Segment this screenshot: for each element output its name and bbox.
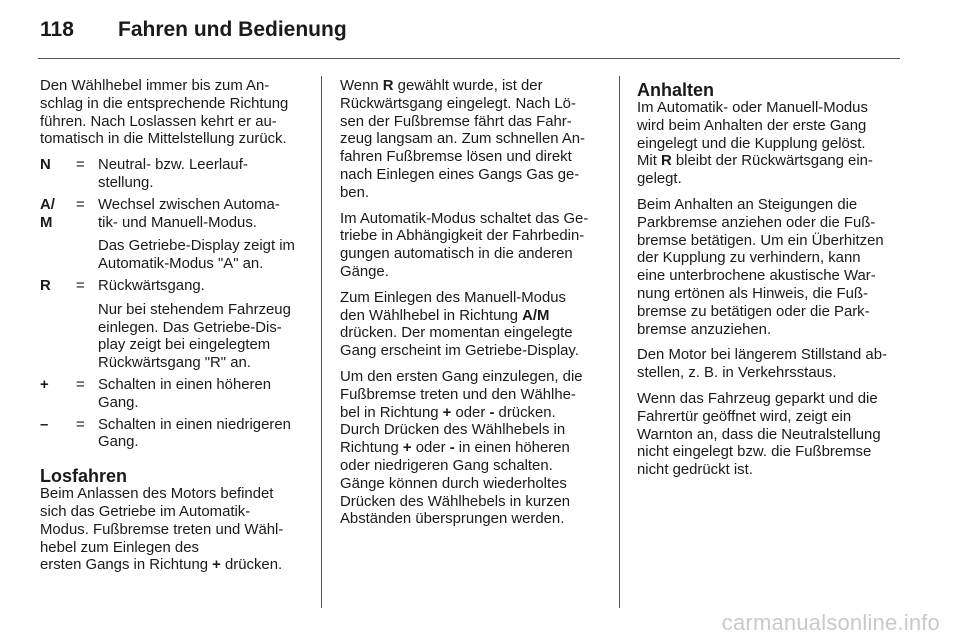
gear-desc: Schalten in einen höheren xyxy=(98,376,272,393)
text-line: Fußbremse treten und den Wählhe- xyxy=(340,386,576,403)
text-line: ben. xyxy=(340,184,369,201)
equals-sign: = xyxy=(76,376,85,393)
text-line: der Kupplung zu verhindern, kann xyxy=(637,250,861,267)
text-line: Zum Einlegen des Manuell-Modus xyxy=(340,289,566,306)
gear-entry-plus xyxy=(40,377,310,413)
text-line: drücken. Der momentan eingelegte xyxy=(340,325,573,342)
intro-paragraph xyxy=(40,78,310,149)
equals-sign: = xyxy=(76,416,85,433)
text-line: fahren Fußbremse lösen und direkt xyxy=(340,149,572,166)
watermark-text: carmanualsonline.info xyxy=(721,610,940,635)
text-line: Den Wählhebel immer bis zum An- xyxy=(40,78,270,94)
automatic-paragraph xyxy=(340,211,606,282)
gear-term-line: M xyxy=(40,214,53,231)
bold-symbol: A/M xyxy=(522,307,550,324)
text-line xyxy=(340,308,606,326)
text-run: in einen höheren xyxy=(454,440,570,457)
text-line: Rückwärtsgang eingelegt. Nach Lö- xyxy=(340,95,576,112)
text-line: führen. Nach Loslassen kehrt er au- xyxy=(40,113,277,130)
gear-entry-r xyxy=(40,278,310,373)
bold-symbol: - xyxy=(489,404,495,421)
text-line: Fahrertür geöffnet wird, zeigt ein xyxy=(637,408,852,425)
text-run: bleibt der Rückwärtsgang ein- xyxy=(671,153,873,170)
text-line: nicht eingelegt bzw. die Fußbremse xyxy=(637,444,872,461)
bold-symbol: + xyxy=(402,440,412,457)
text-run: oder xyxy=(451,404,490,421)
start-paragraph xyxy=(40,486,310,575)
column-divider xyxy=(321,76,322,608)
text-line: gungen automatisch in die anderen xyxy=(340,246,573,263)
equals-sign: = xyxy=(76,196,85,213)
text-line: nung ertönen als Hinweis, die Fuß- xyxy=(637,285,868,302)
text-line: eingelegt und die Kupplung gelöst. xyxy=(637,135,866,152)
text-run: ersten Gangs in Richtung xyxy=(40,557,213,574)
gear-entry-am xyxy=(40,197,310,274)
column-divider xyxy=(619,76,620,608)
text-line: Beim Anhalten an Steigungen die xyxy=(637,196,858,213)
stopping-paragraph xyxy=(637,100,903,189)
equals-sign: = xyxy=(76,277,85,294)
text-line xyxy=(40,557,310,575)
text-line: Warnton an, dass die Neutralstellung xyxy=(637,426,881,443)
gear-term: + xyxy=(40,376,49,393)
gear-note-line: Automatik-Modus "A" an. xyxy=(98,256,264,273)
text-line: Beim Anlassen des Motors befindet xyxy=(40,486,274,503)
text-line: bremse zu betätigen oder die Park- xyxy=(637,303,870,320)
parked-warning-paragraph xyxy=(637,391,903,480)
gear-term: N xyxy=(40,157,51,174)
gear-term: R xyxy=(40,277,51,294)
shifting-paragraph xyxy=(340,369,606,529)
text-line: Modus. Fußbremse treten und Wähl- xyxy=(40,521,284,538)
gear-desc: Rückwärtsgang. xyxy=(98,277,205,294)
text-run: bel in Richtung xyxy=(340,404,443,421)
bold-symbol: + xyxy=(442,404,452,421)
text-line: triebe in Abhängigkeit der Fahrbedin- xyxy=(340,228,585,245)
bold-symbol: - xyxy=(449,440,455,457)
text-line: bremse anzuziehen. xyxy=(637,321,772,338)
section-heading-losfahren: Losfahren xyxy=(40,466,128,487)
gear-term: – xyxy=(40,416,49,433)
column-left xyxy=(40,78,310,583)
gear-term-line: A/ xyxy=(40,196,55,213)
text-line: sen der Fußbremse fährt das Fahr- xyxy=(340,113,572,130)
text-line xyxy=(340,405,606,423)
text-line: Gänge. xyxy=(340,263,389,280)
engine-off-paragraph xyxy=(637,347,903,383)
text-line: Durch Drücken des Wählhebels in xyxy=(340,422,566,439)
gear-note-line: play zeigt bei eingelegtem xyxy=(98,337,271,354)
gear-desc: tik- und Manuell-Modus. xyxy=(98,214,257,231)
text-run: drücken. xyxy=(220,557,283,574)
text-run: drücken. xyxy=(494,404,556,421)
text-run: Mit xyxy=(637,153,661,170)
bold-symbol: R xyxy=(382,78,394,94)
page-number: 118 xyxy=(40,18,74,41)
gear-desc: Gang. xyxy=(98,394,139,411)
text-line: eine unterbrochene akustische War- xyxy=(637,268,876,285)
bold-symbol: R xyxy=(661,153,672,170)
text-run: gewählt wurde, ist der xyxy=(393,78,543,94)
gear-term xyxy=(40,197,55,233)
text-line: hebel zum Einlegen des xyxy=(40,539,199,556)
text-line: wird beim Anhalten der erste Gang xyxy=(637,117,867,134)
text-line: schlag in die entsprechende Richtung xyxy=(40,95,289,112)
text-run: den Wählhebel in Richtung xyxy=(340,307,523,324)
gear-note xyxy=(98,302,310,373)
reverse-paragraph xyxy=(340,78,606,203)
gear-desc: Wechsel zwischen Automa- xyxy=(98,196,280,213)
text-line: bremse betätigen. Um ein Überhitzen xyxy=(637,232,884,249)
text-line: Den Motor bei längerem Stillstand ab- xyxy=(637,347,887,364)
gear-entry-n xyxy=(40,157,310,193)
text-line: nach Einlegen eines Gangs Gas ge- xyxy=(340,166,580,183)
text-line xyxy=(340,440,606,458)
text-line: sich das Getriebe im Automatik- xyxy=(40,503,251,520)
manual-mode-paragraph xyxy=(340,290,606,361)
gear-note-line: Das Getriebe-Display zeigt im xyxy=(98,238,295,255)
text-line xyxy=(340,78,606,96)
gear-note-line: Rückwärtsgang "R" an. xyxy=(98,355,251,372)
text-line: Im Automatik-Modus schaltet das Ge- xyxy=(340,210,589,227)
gear-note xyxy=(98,238,310,274)
text-run: Richtung xyxy=(340,440,403,457)
text-line: zeug langsam an. Zum schnellen An- xyxy=(340,131,586,148)
section-heading-anhalten: Anhalten xyxy=(637,80,715,100)
column-right xyxy=(637,78,903,488)
equals-sign: = xyxy=(76,157,85,174)
gear-entry-minus xyxy=(40,417,310,453)
text-run: oder xyxy=(411,440,450,457)
text-line: nicht gedrückt ist. xyxy=(637,462,753,479)
text-line: Gänge können durch wiederholtes xyxy=(340,475,567,492)
bold-symbol: + xyxy=(212,557,221,574)
text-line: oder niedrigeren Gang schalten. xyxy=(340,457,553,474)
text-line xyxy=(637,153,903,171)
text-line: Wenn das Fahrzeug geparkt und die xyxy=(637,390,878,407)
text-line: Drücken des Wählhebels in kurzen xyxy=(340,493,571,510)
chapter-title: Fahren und Bedienung xyxy=(118,18,347,41)
header-rule xyxy=(38,58,900,59)
gear-desc: Schalten in einen niedrigeren xyxy=(98,416,291,433)
text-line: tomatisch in die Mittelstellung zurück. xyxy=(40,131,287,148)
gear-note-line: Nur bei stehendem Fahrzeug xyxy=(98,301,291,318)
text-line: Gang erscheint im Getriebe-Display. xyxy=(340,343,579,360)
text-line: Abständen übersprungen werden. xyxy=(340,511,565,528)
text-line: Parkbremse anziehen oder die Fuß- xyxy=(637,214,876,231)
gear-desc: Neutral- bzw. Leerlauf- xyxy=(98,157,248,174)
text-run: Wenn xyxy=(340,78,383,94)
incline-paragraph xyxy=(637,197,903,339)
gear-desc: Gang. xyxy=(98,434,139,451)
column-middle xyxy=(340,78,606,537)
gear-note-line: einlegen. Das Getriebe-Dis- xyxy=(98,319,282,336)
text-line: gelegt. xyxy=(637,171,682,188)
text-line: Um den ersten Gang einzulegen, die xyxy=(340,368,583,385)
text-line: Im Automatik- oder Manuell-Modus xyxy=(637,100,868,116)
text-line: stellen, z. B. in Verkehrsstaus. xyxy=(637,365,837,382)
gear-desc: stellung. xyxy=(98,174,154,191)
